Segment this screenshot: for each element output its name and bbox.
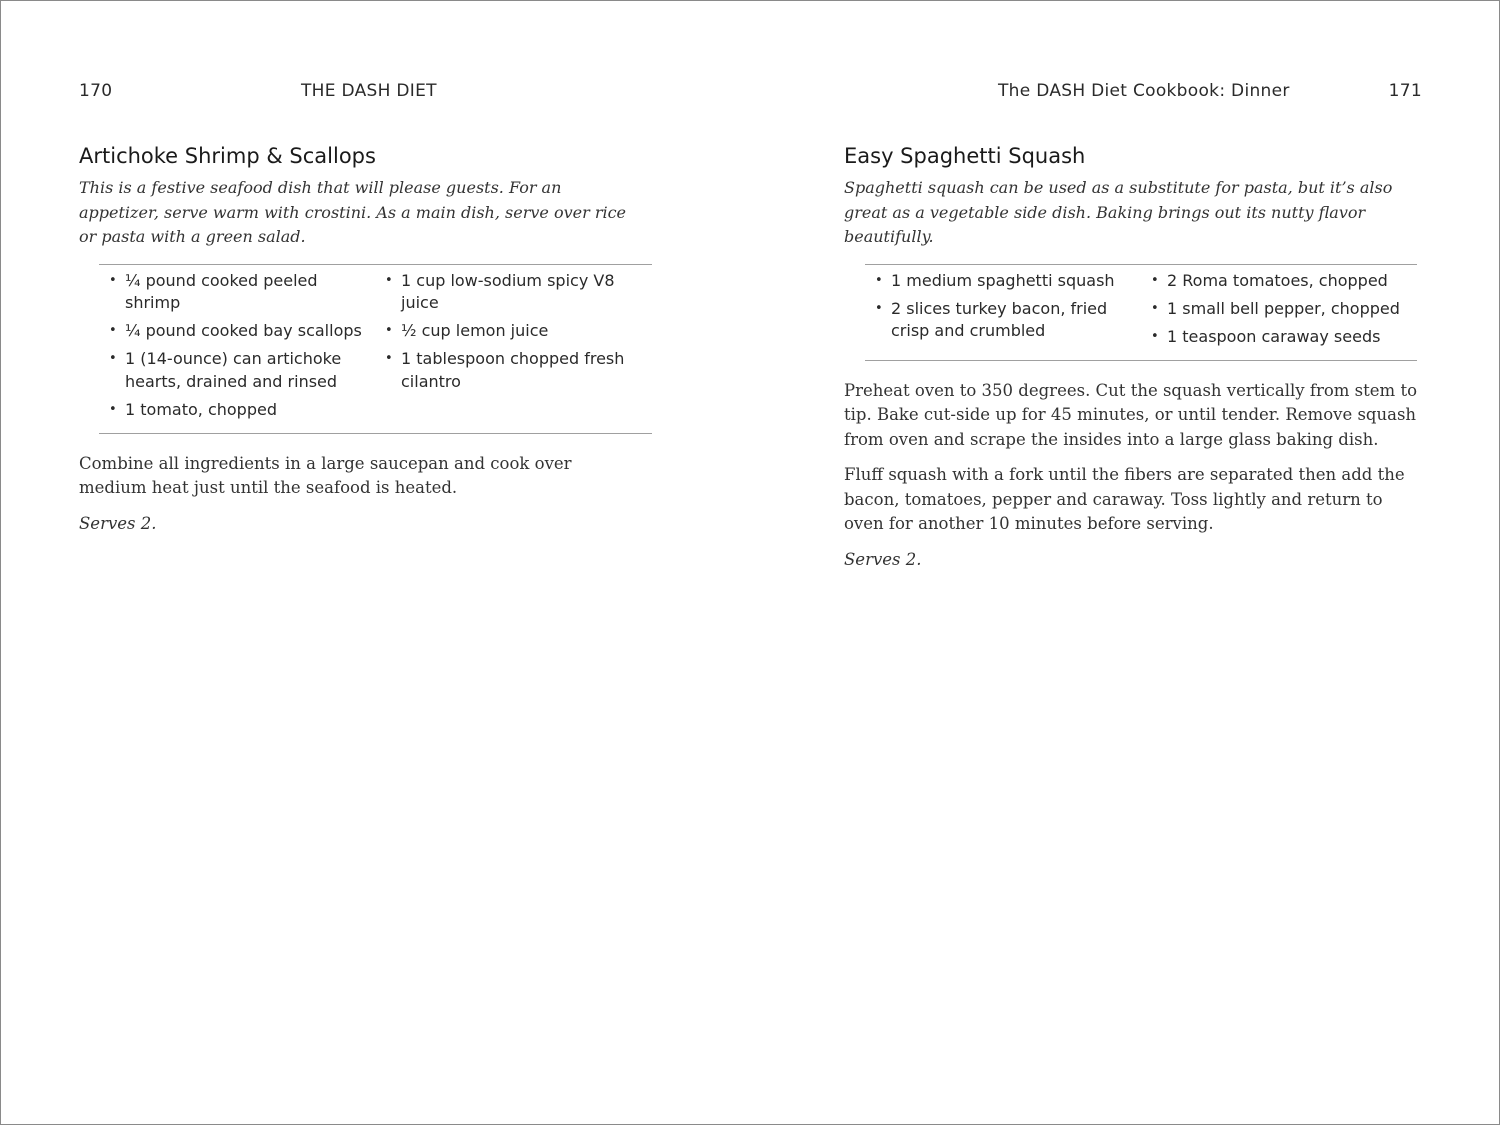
ingredients-column-2 <box>1141 270 1403 354</box>
ingredient-item: • 1 (14-ounce) can artichoke hearts, drained and rinsed <box>109 349 342 391</box>
ingredient-item: • 1 small bell pepper, chopped <box>1151 298 1400 318</box>
ingredient-item: • 1 cup low-sodium spicy V8 juice <box>385 270 615 312</box>
ingredient-item: • 1 teaspoon caraway seeds <box>1151 326 1381 346</box>
right-recipe <box>844 142 1422 572</box>
ingredient-item: • 1 tomato, chopped <box>109 399 277 419</box>
serves-note: Serves 2. <box>844 549 922 569</box>
ingredient-item: • ¼ pound cooked peeled shrimp <box>109 270 318 312</box>
left-running-head <box>79 81 653 105</box>
ingredient-item: • 2 slices turkey bacon, fried crisp and crumbled <box>875 298 1108 340</box>
left-running-title: THE DASH DIET <box>301 81 437 101</box>
right-page <box>844 1 1422 1124</box>
method-paragraph: Preheat oven to 350 degrees. Cut the squash vertically from stem to tip. Bake cut-side up for 45 minutes, or until tender. Remove squash from oven and scrape the insides into a large glass baking dish. <box>844 380 1418 449</box>
right-running-head <box>844 81 1422 105</box>
ingredient-item: • ½ cup lemon juice <box>385 321 549 340</box>
recipe-title: Easy Spaghetti Squash <box>844 144 1086 168</box>
method-paragraph: Combine all ingredients in a large saucepan and cook over medium heat just until the seafood is heated. <box>79 453 572 497</box>
ingredient-item: • 1 medium spaghetti squash <box>875 270 1115 290</box>
ingredient-item: • 2 Roma tomatoes, chopped <box>1151 270 1388 290</box>
ingredients-box <box>99 264 652 434</box>
left-page-number: 170 <box>79 81 113 101</box>
left-page <box>79 1 653 1124</box>
left-recipe <box>79 142 653 536</box>
ingredients-column-1 <box>99 270 375 427</box>
right-running-title: The DASH Diet Cookbook: Dinner <box>998 81 1290 101</box>
recipe-intro: Spaghetti squash can be used as a substitute for pasta, but it’s also great as a vegetable side dish. Baking brings out its nutty flavor beautifully. <box>844 178 1393 246</box>
right-page-number: 171 <box>1388 81 1422 101</box>
method-paragraph: Fluff squash with a fork until the fibers are separated then add the bacon, tomatoes, pepper and caraway. Toss lightly and return to oven for another 10 minutes before serving. <box>844 465 1405 533</box>
ingredients-column-2 <box>375 270 633 427</box>
recipe-title: Artichoke Shrimp & Scallops <box>79 144 376 168</box>
ingredients-column-1 <box>865 270 1141 354</box>
serves-note: Serves 2. <box>79 513 157 533</box>
recipe-intro: This is a festive seafood dish that will please guests. For an appetizer, serve warm with crostini. As a main dish, serve over rice or pasta with a green salad. <box>79 178 627 246</box>
ingredient-item: • ¼ pound cooked bay scallops <box>109 321 362 340</box>
ingredients-box <box>865 264 1417 361</box>
ingredient-item: • 1 tablespoon chopped fresh cilantro <box>385 349 625 391</box>
